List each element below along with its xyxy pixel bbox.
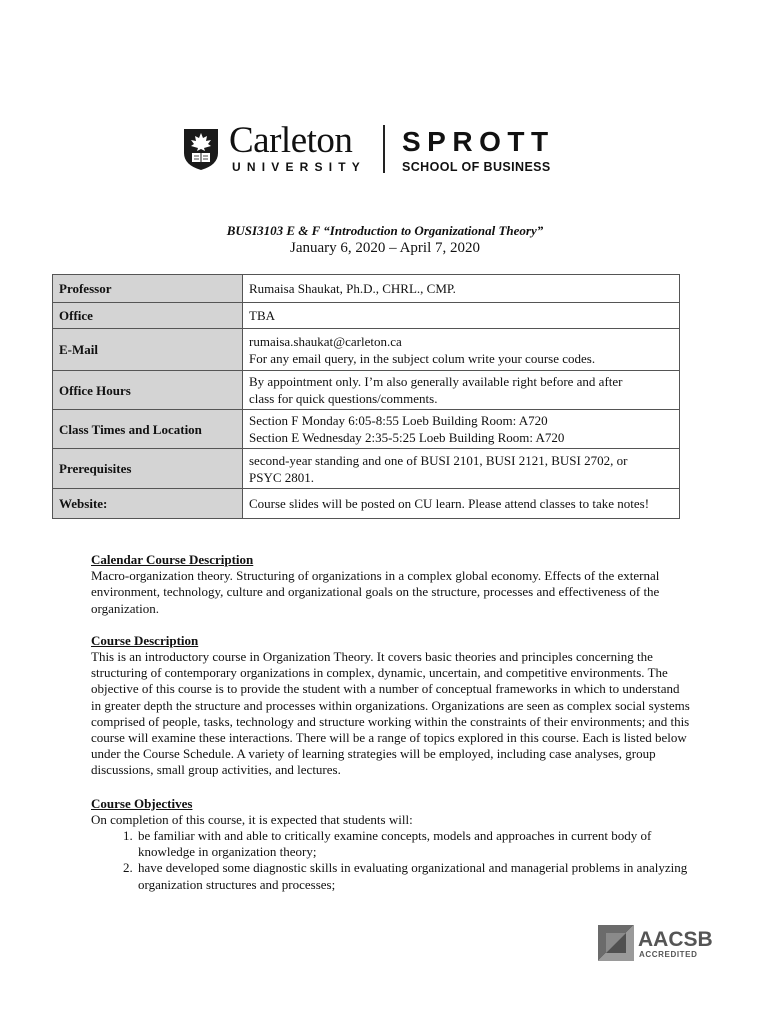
email-link[interactable]: rumaisa.shaukat@carleton.ca [249,333,402,349]
course-info-table [52,274,680,519]
value-line: Section E Wednesday 2:35-5:25 Loeb Building Room: A720 [249,430,565,445]
aacsb-accredited: ACCREDITED [639,950,698,959]
objectives-intro: On completion of this course, it is expected that students will: [91,811,413,827]
course-objectives-section [91,796,691,893]
header-logos [182,120,592,175]
table-row [53,489,680,519]
row-value [243,410,680,449]
table-row [53,449,680,489]
value-line: Course slides will be posted on CU learn. Please attend classes to take notes! [249,496,650,511]
value-line: Section F Monday 6:05-8:55 Loeb Building Room: A720 [249,413,548,428]
row-label: Office [53,303,243,329]
row-label: Website: [53,489,243,519]
section-heading: Course Description [91,632,199,648]
section-heading: Calendar Course Description [91,552,254,567]
row-label: Class Times and Location [53,410,243,449]
value-line: PSYC 2801. [249,469,315,485]
row-label: Prerequisites [53,449,243,489]
table-row [53,303,680,329]
calendar-description-section [91,552,691,617]
carleton-university-text: UNIVERSITY [232,160,367,174]
section-text: Macro-organization theory. Structuring of organizations in a complex global economy. Effects of the external environment, technology, culture and organizational goals on the structure, processes and effectiveness of the organization. [91,568,660,616]
table-row [53,275,680,303]
value-line: By appointment only. I’m also generally available right before and after [249,374,623,389]
row-value [243,329,680,371]
section-heading: Course Objectives [91,795,193,811]
row-value [243,449,680,489]
value-line: TBA [249,308,275,323]
carleton-crest-icon [182,127,220,171]
table-row [53,410,680,449]
row-value [243,371,680,410]
course-title: BUSI3103 E & F “Introduction to Organizational Theory” [226,223,544,238]
table-row [53,371,680,410]
list-item: 1. be familiar with and able to critically examine concepts, models and approaches in current body of knowledge in organization theory; [136,828,691,860]
carleton-logo-text: Carleton [229,120,353,161]
aacsb-name: AACSB [638,928,713,951]
row-label: E-Mail [53,329,243,371]
course-dates: January 6, 2020 – April 7, 2020 [290,240,480,256]
objectives-list [91,828,691,893]
aacsb-mark-icon [598,925,634,961]
row-value [243,275,680,303]
row-label: Office Hours [53,371,243,410]
value-line: class for quick questions/comments. [249,391,438,406]
row-value [243,489,680,519]
aacsb-badge [598,925,713,961]
value-line: second-year standing and one of BUSI 2101, BUSI 2121, BUSI 2702, or [249,452,628,468]
list-item: 2. have developed some diagnostic skills in evaluating organizational and managerial problems in analyzing organization structures and processes; [136,860,691,892]
course-description-section [91,633,691,779]
section-text: This is an introductory course in Organization Theory. It covers basic theories and principles concerning the structuring of contemporary organizations in complex, dynamic, uncertain, and competitive environments. The objective of this course is to provide the student with a number of conceptual frameworks in which to understand in greater depth the structure and processes within organizations. Organizations are seen as complex social systems comprised of people, tasks, technology and structure working within the constraints of their environments; and this course will examine these interactions. There will be a range of topics explored in this course. Each is listed below under the Course Schedule. A variety of learning strategies will be employed, including case analyses, group discussions, small group activities, and lectures. [91,649,690,778]
syllabus-body [91,552,691,893]
value-line: For any email query, in the subject colum write your course codes. [249,350,596,366]
sprott-logo-text: SPROTT [402,126,555,157]
value-line: Rumaisa Shaukat, Ph.D., CHRL., CMP. [249,281,456,296]
row-label: Professor [53,275,243,303]
row-value [243,303,680,329]
sprott-school-text: SCHOOL OF BUSINESS [402,160,551,174]
table-row [53,329,680,371]
logo-divider [383,125,385,173]
